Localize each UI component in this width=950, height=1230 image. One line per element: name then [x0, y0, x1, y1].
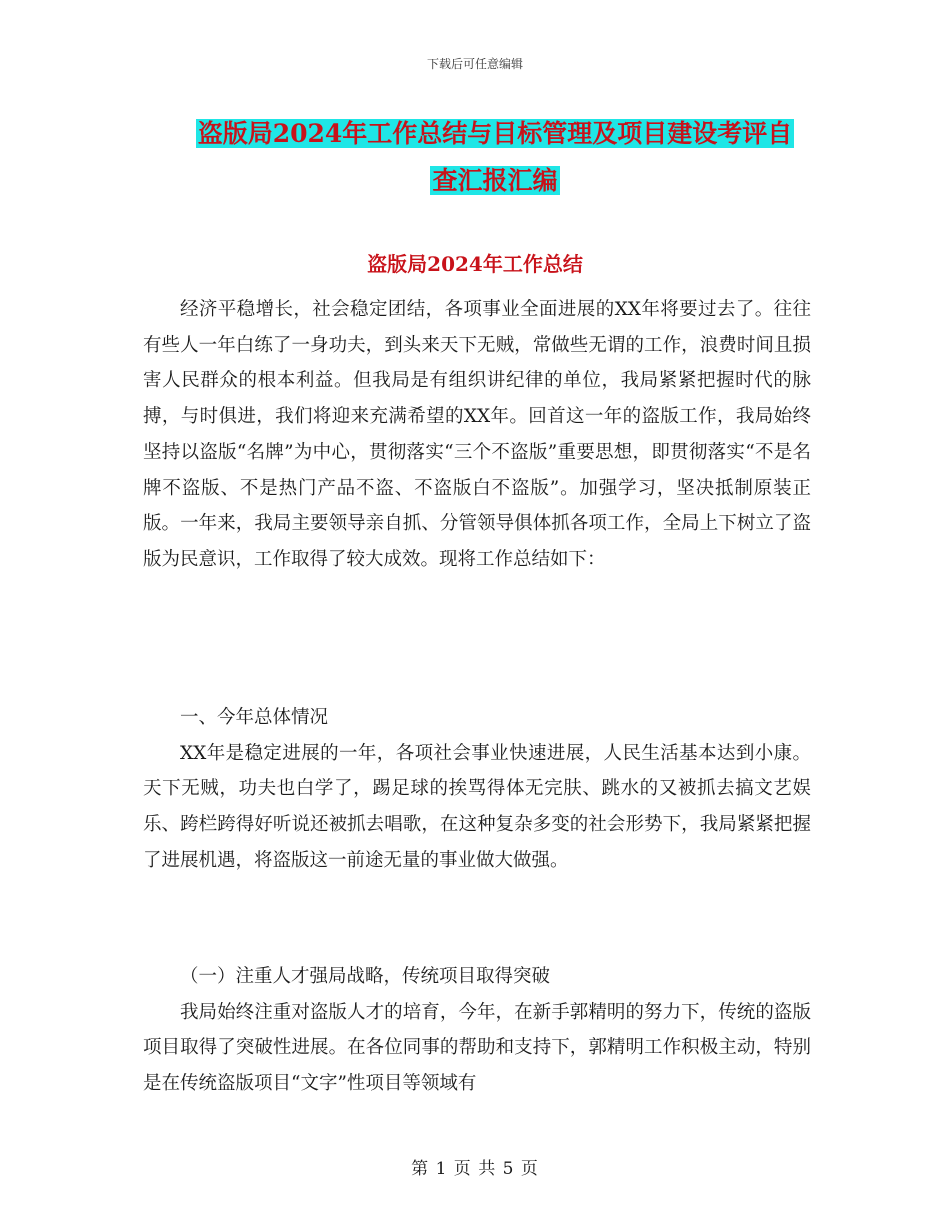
section-1-heading: 一、今年总体情况 — [180, 707, 329, 728]
subsection-1-heading: （一）注重人才强局战略，传统项目取得突破 — [180, 966, 551, 987]
main-title-line-2: 查汇报汇编 — [432, 166, 558, 195]
section-1-paragraph: XX年是稳定进展的一年，各项社会事业快速进展，人民生活基本达到小康。天下无贼，功夫也白学了，踢足球的挨骂得体无完肤、跳水的又被抓去搞文艺娱乐、跨栏跨得好听说还被抓去唱歌，在这种复杂多变的社会形势下，我局紧紧把握了进展机遇，将盗版这一前途无量的事业做大做强。 — [143, 742, 811, 871]
subsection-1-paragraph: 我局始终注重对盗版人才的培育，今年，在新手郭精明的努力下，传统的盗版项目取得了突破性进展。在各位同事的帮助和支持下，郭精明工作积极主动，特别是在传统盗版项目“文字”性项目等领域有 — [143, 1001, 811, 1095]
page-number-footer: 第 1 页 共 5 页 — [411, 1159, 539, 1179]
intro-block — [143, 292, 811, 578]
main-title — [150, 110, 840, 204]
section-1-block — [143, 700, 811, 879]
section-title: 盗版局2024年工作总结 — [367, 252, 583, 276]
subsection-1-block — [143, 959, 811, 1102]
intro-paragraph: 经济平稳增长，社会稳定团结，各项事业全面进展的XX年将要过去了。往往有些人一年白练了一身功夫，到头来天下无贼，常做些无谓的工作，浪费时间且损害人民群众的根本利益。但我局是有组织讲纪律的单位，我局紧紧把握时代的脉搏，与时俱进，我们将迎来充满希望的XX年。回首这一年的盗版工作，我局始终坚持以盗版“名牌”为中心，贯彻落实“三个不盗版”重要思想，即贯彻落实“不是名牌不盗版、不是热门产品不盗、不盗版白不盗版”。加强学习，坚决抵制原装正版。一年来，我局主要领导亲自抓、分管领导俱体抓各项工作，全局上下树立了盗版为民意识，工作取得了较大成效。现将工作总结如下： — [143, 299, 811, 570]
header-note: 下载后可任意编辑 — [426, 57, 523, 71]
main-title-line-1: 盗版局2024年工作总结与目标管理及项目建设考评自 — [197, 119, 793, 148]
